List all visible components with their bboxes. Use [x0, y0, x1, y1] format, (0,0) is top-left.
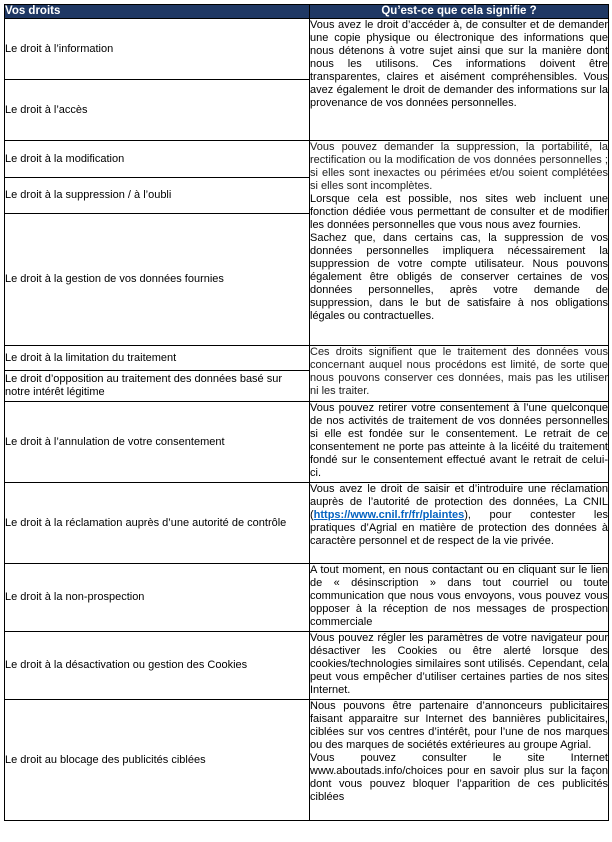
table-row — [5, 346, 609, 371]
cnil-complaint-link[interactable]: https://www.cnil.fr/fr/plaintes — [313, 509, 465, 521]
right-opposition: Le droit d’opposition au traitement des données basé sur notre intérêt légitime — [5, 371, 310, 402]
meaning-ads-p1: Nous pouvons être partenaire d’annonceurs publicitaires faisant apparaitre sur Internet des bannières publicitaires, ciblées sur vos centres d’intérêt, pour l’une de nos marques ou des marques de sociétés extérieures au groupe Agrial. — [310, 700, 608, 751]
rights-table — [4, 4, 609, 821]
right-access: Le droit à l’accès — [5, 80, 310, 141]
meaning-modification-p2: Lorsque cela est possible, nos sites web incluent une fonction dédiée vous permettant de consulter et de modifier les données personnelles que vous nous avez fournies. — [310, 193, 608, 231]
meaning-modification — [310, 141, 609, 346]
meaning-ads — [310, 700, 609, 821]
right-deletion: Le droit à la suppression / à l’oubli — [5, 178, 310, 214]
meaning-complaint-after: ), pour contester les pratiques d’Agrial en matière de protection des données à caractère personnel et de respect de la vie privée. — [310, 509, 608, 547]
right-consent-withdrawal-label: Le droit à l’annulation de votre consentement — [5, 435, 225, 448]
table-row — [5, 141, 609, 178]
right-limitation: Le droit à la limitation du traitement — [5, 346, 310, 371]
header-rights: Vos droits — [5, 5, 310, 19]
meaning-modification-p1: Vous pouvez demander la suppression, la portabilité, la rectification ou la modification de vos données personnelles ; si elles sont inexactes ou périmées et/ou soient complétées si elles sont incomplètes. — [310, 141, 608, 192]
right-modification: Le droit à la modification — [5, 141, 310, 178]
table-row — [5, 700, 609, 821]
meaning-modification-p3: Sachez que, dans certains cas, la suppression de vos données personnelles impliquera nécessairement la suppression de votre compte utilisateur. Nous pouvons également être obligés de conserver certaines de vos données personnelles, après votre demande de suppression, dans le but de satisfaire à nos obligations légales ou contractuelles. — [310, 232, 608, 322]
meaning-access: Vous avez le droit d’accéder à, de consulter et de demander une copie physique ou électronique des informations que nous détenons à votre sujet ainsi que sur la manière dont nous les utilisons. Ces informations doivent être transparentes, claires et aisément compréhensibles. Vous avez également le droit de demander des informations sur la provenance de vos données personnelles. — [310, 19, 609, 141]
right-ads-blocking: Le droit au blocage des publicités ciblées — [5, 700, 310, 821]
table-row — [5, 19, 609, 80]
table-row — [5, 483, 609, 564]
meaning-prospection: A tout moment, en nous contactant ou en cliquant sur le lien de « désinscription » dans tout courriel ou toute communication que nous vous envoyons, vous pouvez vous opposer à la réception de nos messages de prospection commerciale — [310, 564, 609, 632]
right-information: Le droit à l’information — [5, 19, 310, 80]
meaning-ads-p2: Vous pouvez consulter le site Internet www.aboutads.info/choices pour en savoir plus sur la façon dont vous pouvez bloquer l’apparition de ces publicités ciblées — [310, 752, 608, 803]
right-data-management: Le droit à la gestion de vos données fournies — [5, 214, 310, 346]
meaning-complaint-before: Vous avez le droit de saisir et d’introduire une réclamation auprès de l’autorité de protection des données, La CNIL ( — [310, 483, 608, 521]
header-meaning: Qu’est-ce que cela signifie ? — [310, 5, 609, 19]
table-row — [5, 564, 609, 632]
meaning-consent: Vous pouvez retirer votre consentement à l’une quelconque de nos activités de traitement de vos données personnelles si elle est fondée sur le consentement. Le retrait de ce consentement ne porte pas atteinte à la licéité du traitement fondé sur le consentement effectué avant le retrait de celui-ci. — [310, 402, 609, 483]
right-complaint: Le droit à la réclamation auprès d’une autorité de contrôle — [5, 483, 310, 564]
table-row — [5, 632, 609, 700]
header-row — [5, 5, 609, 19]
right-non-prospection: Le droit à la non-prospection — [5, 564, 310, 632]
meaning-complaint — [310, 483, 609, 564]
meaning-limitation: Ces droits signifient que le traitement des données vous concernant auquel nous procédons est limité, de sorte que nous pouvons conserver ces données, mais pas les utiliser ni les traiter. — [310, 346, 609, 402]
right-cookies: Le droit à la désactivation ou gestion des Cookies — [5, 632, 310, 700]
table-row — [5, 402, 609, 483]
meaning-cookies: Vous pouvez régler les paramètres de votre navigateur pour désactiver les Cookies ou être alerté lorsque des cookies/technologies similaires sont utilisés. Cependant, cela peut vous empêcher d’utiliser certaines parties de nos sites Internet. — [310, 632, 609, 700]
right-consent-withdrawal — [5, 402, 310, 483]
